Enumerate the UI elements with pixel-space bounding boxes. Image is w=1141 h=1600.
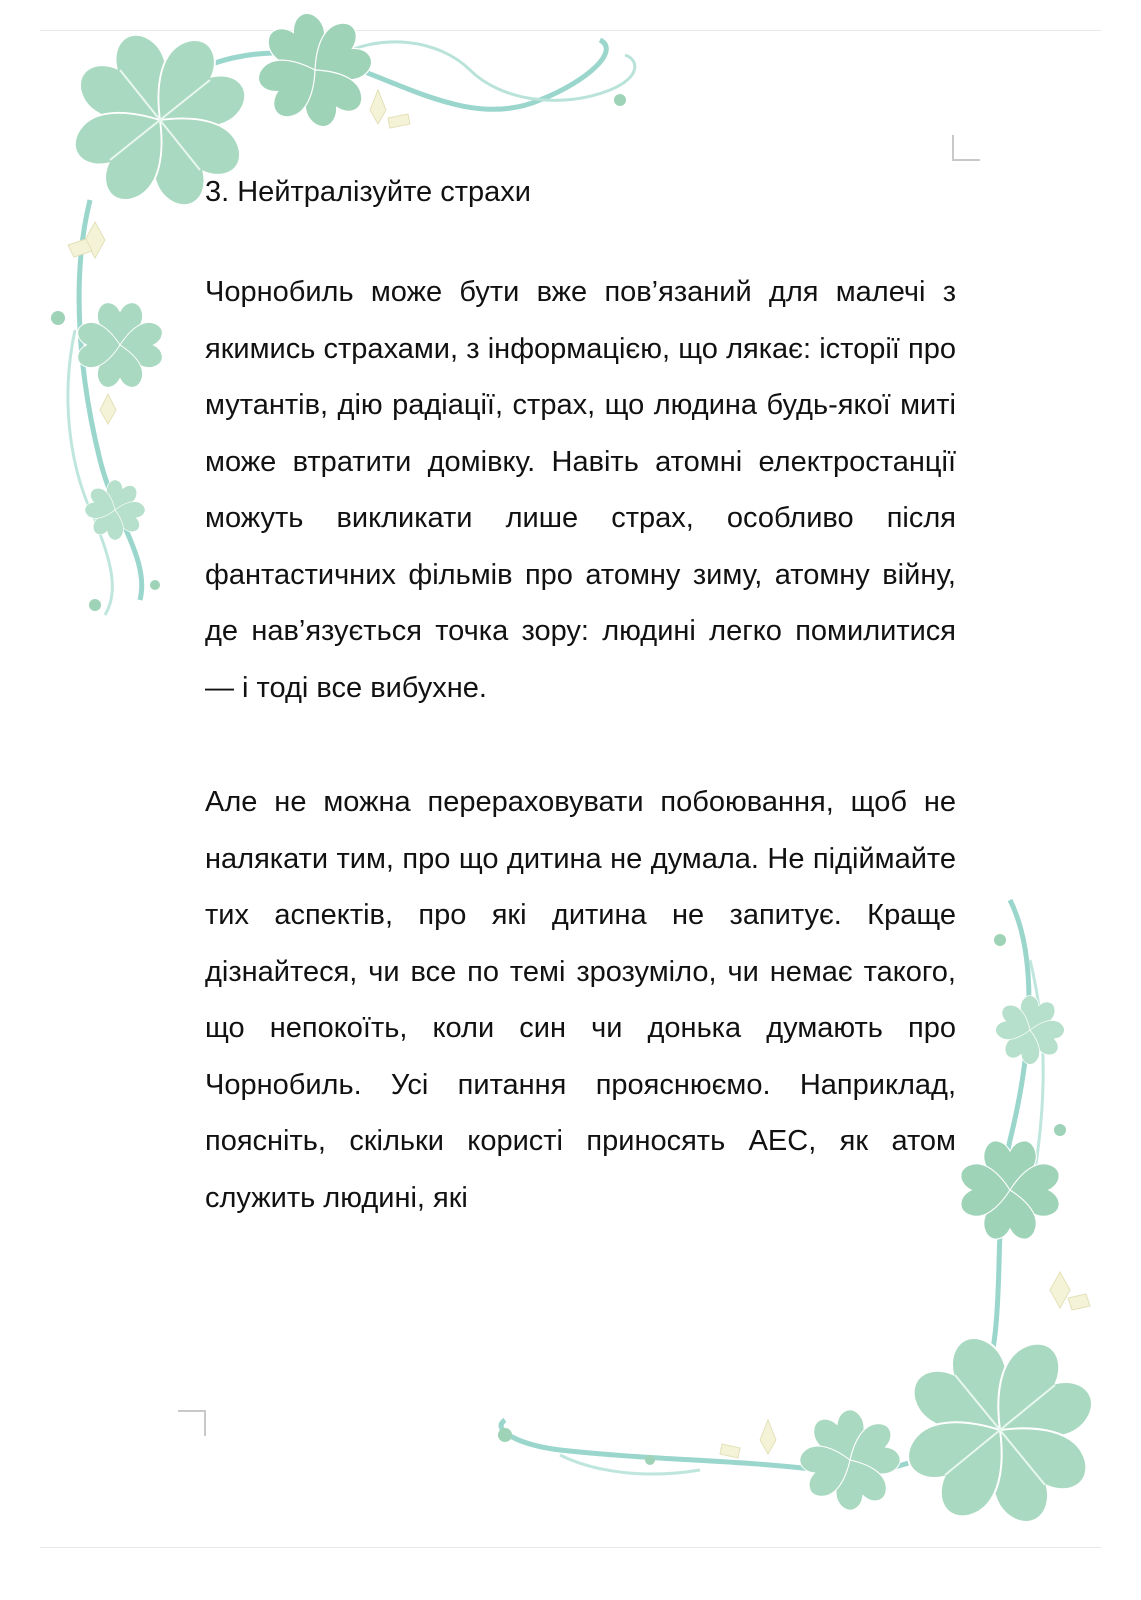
clover-icon xyxy=(253,8,377,132)
crop-mark-top-right xyxy=(952,135,980,161)
clover-icon xyxy=(796,1406,903,1513)
clover-icon xyxy=(898,1328,1102,1532)
crop-mark-bottom-left xyxy=(178,1410,206,1436)
clover-icon xyxy=(961,1141,1059,1239)
section-heading: 3. Нейтралізуйте страхи xyxy=(205,176,531,208)
paragraph: Чорнобиль може бути вже пов’язаний для малечі з якимись страхами, з інформацією, що лякає: історії про мутантів, дію радіації, страх, що людина будь-якої миті може втратити домівку. Навіть атомні електростанції можуть викликати лише страх, особливо після фантастичних фільмів про атомну зиму, атомну війну, де нав’язується точка зору: людині легко помилитися — і тоді все вибухне. xyxy=(205,276,956,704)
clover-icon xyxy=(78,303,163,388)
clover-icon xyxy=(83,478,147,542)
clover-icon xyxy=(993,993,1066,1066)
paragraph: Але не можна перераховувати побоювання, щоб не налякати тим, про що дитина не думала. Не підіймайте тих аспектів, про які дитина не запитує. Краще дізнайтеся, чи все по темі зрозуміло, чи немає такого, що непокоїть, коли син чи донька думають про Чорнобиль. Усі питання прояснюємо. Наприклад, поясніть, скільки користі приносять АЕС, як атом служить людині, які xyxy=(205,786,956,1214)
document-body xyxy=(205,172,956,1226)
